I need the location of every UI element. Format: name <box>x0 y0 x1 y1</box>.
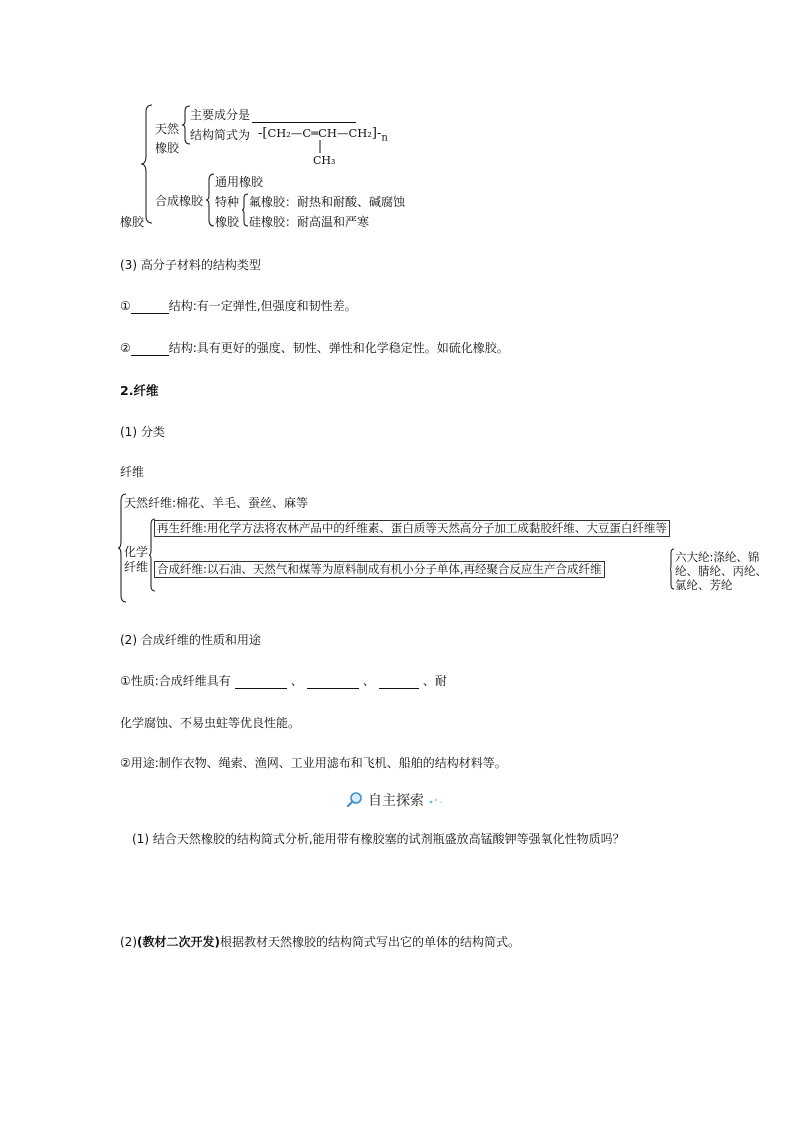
blank-structure-2 <box>131 343 169 356</box>
chemical-fiber-label-1: 化学 <box>124 545 149 559</box>
self-explore-banner <box>346 790 444 810</box>
synthetic-rubber-label: 合成橡胶 <box>155 194 204 208</box>
special-rubber-label-1: 特种 <box>215 195 240 209</box>
general-rubber: 通用橡胶 <box>215 175 264 189</box>
silicone-rubber: 硅橡胶：耐高温和严寒 <box>249 215 370 229</box>
synthetic-brace <box>205 173 215 227</box>
fiber-property-continued: 化学腐蚀、不易虫蛀等优良性能。 <box>120 716 301 730</box>
fiber-root-label: 纤维 <box>120 465 145 479</box>
natural-main-component: 主要成分是 <box>190 106 356 123</box>
synthetic-fiber: 合成纤维:以石油、天然气和煤等为原料制成有机小分子单体,再经聚合反应生产合成纤维 <box>154 561 605 578</box>
question-2: (2)(教材二次开发)根据教材天然橡胶的结构简式写出它的单体的结构简式。 <box>120 935 520 949</box>
six-fibers-line-2: 纶、腈纶、丙纶、 <box>675 564 767 578</box>
outer-brace <box>140 104 154 224</box>
self-explore-title: 自主探索 <box>368 793 424 809</box>
fiber-property-line: ①性质:合成纤维具有 、 、 、耐 <box>120 674 447 688</box>
regenerated-fiber: 再生纤维:用化学方法将农林产品中的纤维素、蛋白质等天然高分子加工成黏胶纤维、大豆蛋白纤维等 <box>154 520 670 537</box>
natural-rubber-formula: $-[CH_2—C═CH—CH_2]-_n$ <box>258 126 388 144</box>
six-fibers-line-1: 六大纶:涤纶、锦 <box>675 550 760 564</box>
blank-structure-1 <box>131 301 169 314</box>
methyl-branch: CH₃ <box>313 154 336 167</box>
rubber-root-label: 橡胶 <box>120 215 145 229</box>
section3-item1: ① 结构:有一定弹性,但强度和韧性差。 <box>120 299 357 313</box>
methyl-bond <box>318 140 322 154</box>
fiber-properties-heading: (2) 合成纤维的性质和用途 <box>120 633 261 647</box>
special-brace <box>241 193 249 227</box>
natural-fiber: 天然纤维:棉花、羊毛、蚕丝、麻等 <box>124 496 309 510</box>
blank-property-2 <box>307 676 359 689</box>
fiber-heading: 2.纤维 <box>120 383 159 398</box>
blank-property-1 <box>235 676 287 689</box>
chemical-fiber-label-2: 纤维 <box>124 560 149 574</box>
blank-property-3 <box>379 676 419 689</box>
section3-heading: (3) 高分子材料的结构类型 <box>120 258 261 272</box>
natural-rubber-label-2: 橡胶 <box>155 141 180 155</box>
special-rubber-label-2: 橡胶 <box>215 215 240 229</box>
six-fibers-line-3: 氯纶、芳纶 <box>675 578 733 592</box>
blank-main-component <box>252 110 356 123</box>
banner-decoration <box>428 794 444 806</box>
question-1: (1) 结合天然橡胶的结构简式分析,能用带有橡胶塞的试剂瓶盛放高锰酸钾等强氧化性物质吗？ <box>132 832 625 846</box>
natural-rubber-label-1: 天然 <box>155 122 180 136</box>
fluoro-rubber: 氟橡胶：耐热和耐酸、碱腐蚀 <box>249 195 406 209</box>
fiber-classification-heading: (1) 分类 <box>120 425 165 439</box>
fiber-use: ②用途:制作衣物、绳索、渔网、工业用滤布和飞机、船舶的结构材料等。 <box>120 756 507 770</box>
magnifier-icon <box>346 791 364 809</box>
section3-item2: ② 结构:具有更好的强度、韧性、弹性和化学稳定性。如硫化橡胶。 <box>120 341 509 355</box>
natural-formula-line: 结构简式为 <box>190 128 251 142</box>
